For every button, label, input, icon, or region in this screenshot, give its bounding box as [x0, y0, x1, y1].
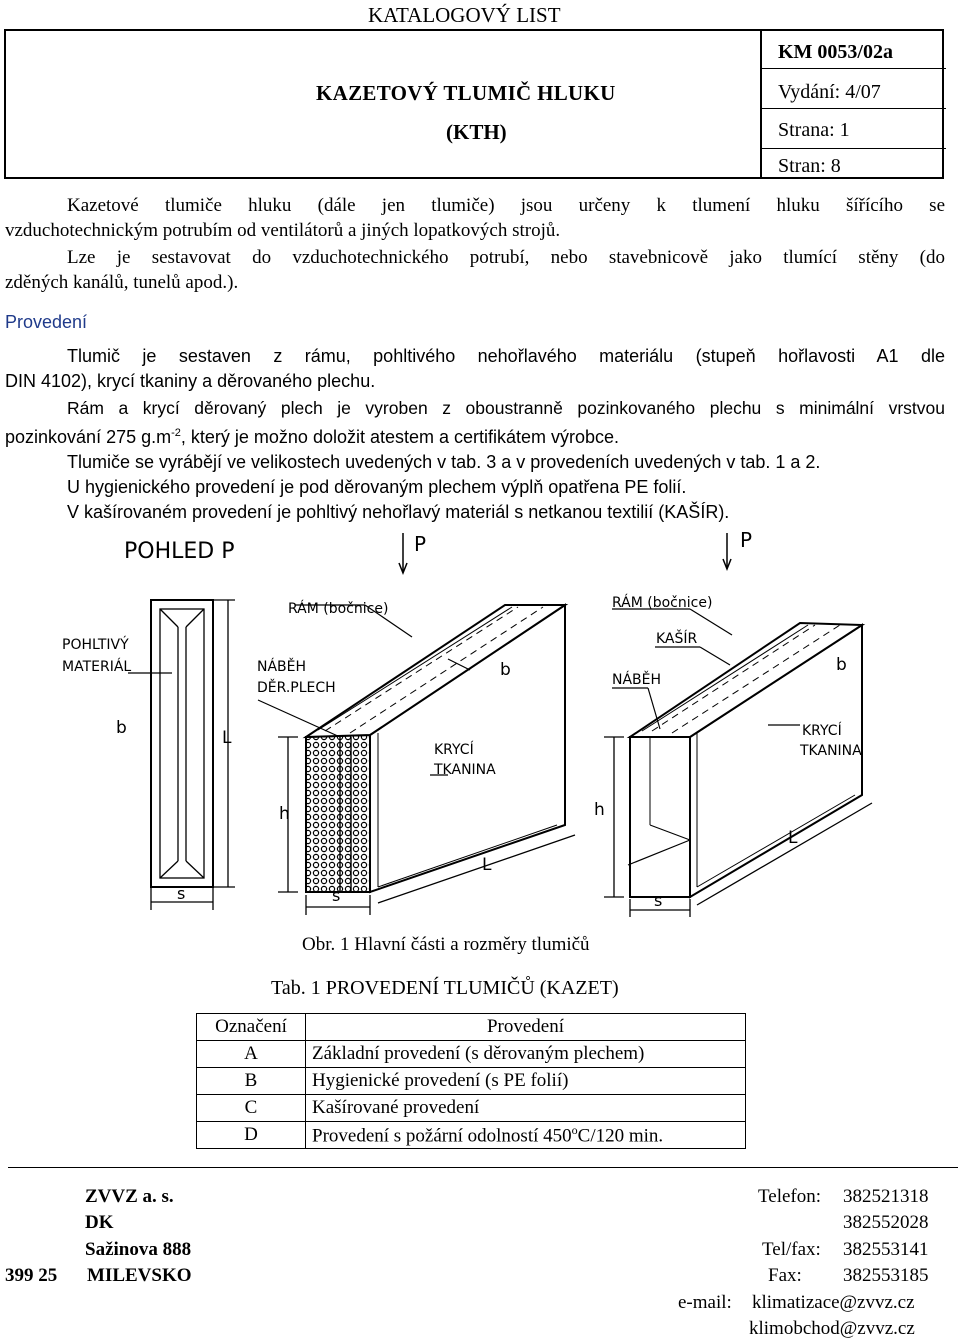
left-material-label-2: MATERIÁL	[62, 659, 132, 675]
view-label: POHLED P	[124, 539, 235, 564]
right-kasir-label: KAŠÍR	[656, 631, 698, 647]
footer-tel-2: 382552028	[843, 1212, 929, 1233]
provedeni-p3: Tlumiče se vyrábějí ve velikostech uvedených v tab. 3 a v provedeních uvedených v tab. 1 a 2.	[67, 452, 821, 472]
footer-street: Sažinova 888	[85, 1239, 192, 1260]
provedeni-p5: V kašírovaném provedení je pohltivý nehořlavý materiál s netkanou textilií (KAŠÍR).	[67, 502, 730, 522]
degree-sign: o	[571, 1123, 578, 1137]
footer-divider	[8, 1167, 958, 1168]
table-row	[197, 1095, 746, 1122]
silencer-drawing	[0, 525, 960, 930]
dim-L-mid: L	[482, 855, 492, 875]
product-title: KAZETOVÝ TLUMIČ HLUKU	[316, 81, 616, 105]
intro-line-3: Lze je sestavovat do vzduchotechnického potrubí, nebo stavebnicově jako tlumící stěny (do	[67, 247, 945, 268]
intro-line-2: vzduchotechnickým potrubím od ventilátorů a jiných lopatkových strojů.	[5, 220, 561, 241]
zinc-coating-text: pozinkování 275 g.m	[5, 427, 172, 447]
provedeni-p2-line-1: Rám a krycí děrovaný plech je vyroben z oboustranně pozinkovaného plechu s minimální vrstvou	[67, 398, 945, 418]
product-code: (KTH)	[446, 120, 507, 144]
dim-s-mid: s	[332, 886, 341, 905]
table-provedeni	[196, 1013, 746, 1149]
table-cell-code: C	[197, 1095, 306, 1122]
section-view	[128, 600, 235, 910]
footer-company: ZVVZ a. s.	[85, 1186, 174, 1207]
footer-telfax: 382553141	[843, 1239, 929, 1260]
page-count: Stran: 8	[778, 155, 841, 177]
dim-L-right: L	[788, 828, 798, 848]
zinc-unit-exponent: -2	[171, 427, 181, 439]
left-material-label-1: POHLTIVÝ	[62, 637, 129, 653]
figure-caption: Obr. 1 Hlavní části a rozměry tlumičů	[302, 934, 590, 955]
footer-city: MILEVSKO	[87, 1265, 192, 1286]
header-info-panel	[760, 31, 946, 177]
p-label-1: P	[414, 532, 427, 556]
footer-fax-label: Fax:	[768, 1265, 802, 1286]
footer-email-label: e-mail:	[678, 1292, 732, 1313]
right-frame-label: RÁM (bočnice)	[612, 595, 713, 611]
footer-dept: DK	[85, 1212, 114, 1233]
p-arrow-1	[399, 533, 407, 573]
footer-email-2[interactable]: klimobchod@zvvz.cz	[749, 1318, 915, 1339]
provedeni-section	[5, 310, 945, 525]
silencer-perforated	[258, 605, 575, 915]
top-title: KATALOGOVÝ LIST	[368, 3, 561, 27]
intro-line-1: Kazetové tlumiče hluku (dále jen tlumiče) jsou určeny k tlumení hluku šířícího se	[67, 195, 945, 216]
mid-cover-label-1: KRYCÍ	[434, 742, 474, 758]
footer-email-1[interactable]: klimatizace@zvvz.cz	[752, 1292, 915, 1313]
right-lead-label: NÁBĚH	[612, 672, 662, 688]
footer-tel-1: 382521318	[843, 1186, 929, 1207]
intro-line-4: zděných kanálů, tunelů apod.).	[5, 272, 239, 293]
dim-b-mid: b	[500, 660, 511, 680]
provedeni-p1-line-1: Tlumič je sestaven z rámu, pohltivého nehořlavého materiálu (stupeň hořlavosti A1 dle	[67, 346, 945, 366]
table-cell-desc: Kašírované provedení	[306, 1095, 746, 1122]
dim-L-left: L	[222, 728, 232, 748]
right-cover-label-1: KRYCÍ	[802, 723, 842, 739]
provedeni-p1-line-2: DIN 4102), krycí tkaniny a děrovaného plechu.	[5, 371, 376, 391]
footer-telfax-label: Tel/fax:	[762, 1239, 821, 1260]
dim-h-mid: h	[279, 804, 290, 824]
table-row	[197, 1068, 746, 1095]
table-cell-desc	[306, 1122, 746, 1149]
table-cell-code: A	[197, 1041, 306, 1068]
footer-zip: 399 25	[5, 1265, 58, 1286]
table-row	[197, 1122, 746, 1149]
fire-rating-unit: C/120 min.	[577, 1125, 664, 1147]
page-number: Strana: 1	[762, 119, 946, 149]
fire-rating-text: Provedení s požární odolností 450	[312, 1125, 572, 1147]
table-header-desc: Provedení	[306, 1014, 746, 1041]
intro-text	[5, 193, 945, 295]
table-cell-desc: Základní provedení (s děrovaným plechem)	[306, 1041, 746, 1068]
certificate-text: , který je možno doložit atestem a certifikátem výrobce.	[180, 427, 620, 447]
mid-frame-label: RÁM (bočnice)	[288, 601, 389, 617]
dim-h-right: h	[594, 800, 605, 820]
dim-s-right: s	[654, 891, 663, 910]
p-arrow-2	[723, 533, 731, 569]
footer-tel-label: Telefon:	[758, 1186, 822, 1207]
table-row	[197, 1041, 746, 1068]
table-header-row	[197, 1014, 746, 1041]
table-cell-desc: Hygienické provedení (s PE folií)	[306, 1068, 746, 1095]
table-cell-code: D	[197, 1122, 306, 1149]
table-header-code: Označení	[197, 1014, 306, 1041]
doc-number: KM 0053/02a	[762, 41, 946, 69]
dim-s-left: s	[177, 884, 186, 903]
mid-lead-label-2: DĚR.PLECH	[257, 680, 336, 696]
dim-b-left: b	[116, 718, 127, 738]
table-cell-code: B	[197, 1068, 306, 1095]
header-box	[4, 29, 944, 179]
right-cover-label-2: TKANINA	[800, 743, 862, 759]
provedeni-p2-line-2	[5, 421, 945, 450]
p-label-2: P	[740, 528, 753, 552]
silencer-kasir	[604, 609, 872, 917]
provedeni-p4: U hygienického provedení je pod děrovaným plechem výplň opatřena PE folií.	[67, 477, 687, 497]
mid-cover-label-2: TKANINA	[434, 762, 496, 778]
table-title: Tab. 1 PROVEDENÍ TLUMIČŮ (KAZET)	[271, 977, 619, 999]
mid-lead-label-1: NÁBĚH	[257, 659, 307, 675]
footer-fax: 382553185	[843, 1265, 929, 1286]
provedeni-heading: Provedení	[5, 312, 88, 332]
edition: Vydání: 4/07	[762, 81, 946, 109]
dim-b-right: b	[836, 655, 847, 675]
